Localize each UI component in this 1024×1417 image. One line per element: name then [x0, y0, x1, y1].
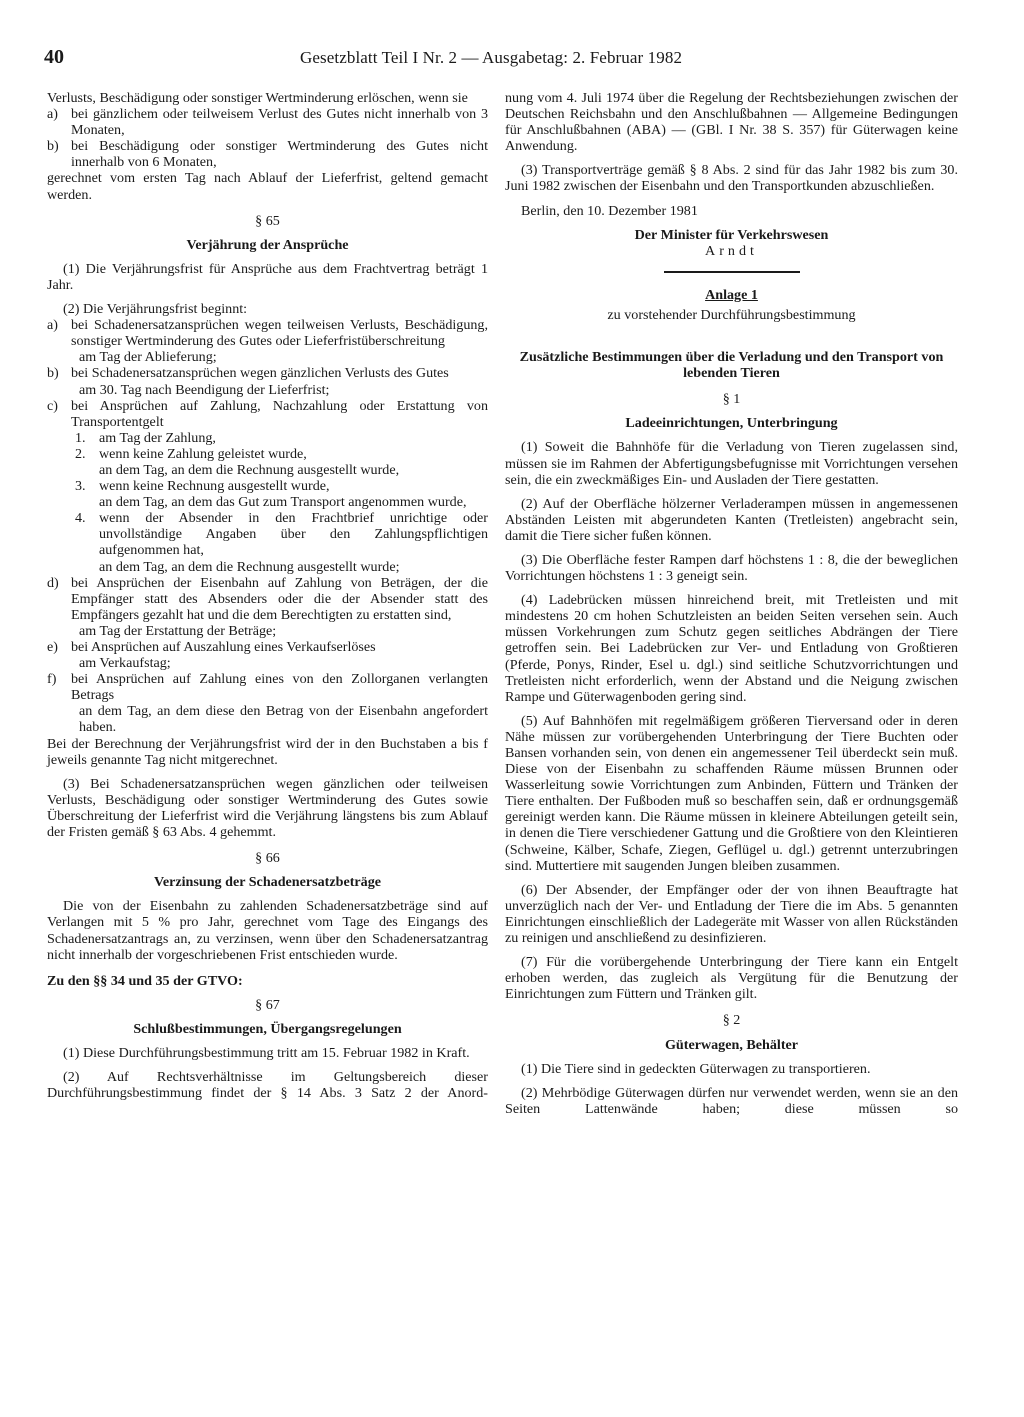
left-column: [47, 90, 488, 1101]
list-item-text: bei gänzlichem oder teilweisem Verlust des Gutes nicht innerhalb von 3 Monaten,: [71, 106, 488, 139]
list-item: e) bei Ansprüchen auf Auszahlung eines Verkaufserlöses: [47, 639, 488, 655]
sub-item-day: an dem Tag, an dem die Rechnung ausgestellt wurde,: [99, 461, 400, 478]
running-title: Gesetzblatt Teil I Nr. 2 — Ausgabetag: 2. Februar 1982: [300, 48, 683, 67]
sub-item: 2. wenn keine Zahlung geleistet wurde,: [47, 446, 488, 462]
section-title: Verjährung der Ansprüche: [186, 236, 349, 253]
section-title: Schlußbestimmungen, Übergangsregelungen: [133, 1020, 402, 1037]
list-item-text: bei Schadenersatzansprüchen wegen teilweisen Verlusts, Beschädigung, sonstiger Wertminderung des Gutes oder Lieferfristüberschreitung: [71, 317, 488, 350]
sub-item: 3. wenn keine Rechnung ausgestellt wurde,: [47, 478, 488, 494]
paragraph: (2) Mehrbödige Güterwagen dürfen nur verwendet werden, wenn sie an den Seiten Lattenwände haben; diese müssen so: [505, 1084, 958, 1117]
paragraph: (2) Die Verjährungsfrist beginnt:: [63, 301, 248, 318]
list-item-text: bei Ansprüchen auf Zahlung, Nachzahlung oder Erstattung von Transportentgelt: [71, 397, 488, 430]
list-item: c) bei Ansprüchen auf Zahlung, Nachzahlung oder Erstattung von Transportentgelt: [47, 397, 488, 430]
list-item-text: bei Ansprüchen auf Auszahlung eines Verkaufserlöses: [71, 639, 376, 655]
divider: [664, 271, 800, 273]
section-number: § 2: [722, 1012, 741, 1029]
minister-title: Der Minister für Verkehrswesen: [634, 226, 829, 243]
annex-subtitle: zu vorstehender Durchführungsbestimmung: [607, 306, 856, 323]
sub-item-text: am Tag der Zahlung,: [99, 429, 216, 446]
sub-item-text: wenn keine Zahlung geleistet wurde,: [99, 445, 307, 462]
annex-title: Anlage 1: [705, 286, 758, 303]
subheading: Zu den §§ 34 und 35 der GTVO:: [47, 972, 243, 989]
paragraph: (1) Die Verjährungsfrist für Ansprüche aus dem Frachtvertrag beträgt 1 Jahr.: [47, 260, 488, 293]
paragraph: Bei der Berechnung der Verjährungsfrist wird der in den Buchstaben a bis f jeweils genannte Tag nicht mitgerechnet.: [47, 735, 488, 768]
list-item-day: am Tag der Erstattung der Beträge;: [79, 622, 277, 639]
paragraph: Verlusts, Beschädigung oder sonstiger Wertminderung erlöschen, wenn sie: [47, 90, 468, 106]
list-item: f) bei Ansprüchen auf Zahlung eines von den Zollorganen verlangten Betrags: [47, 671, 488, 704]
paragraph: (5) Auf Bahnhöfen mit regelmäßigem größeren Tierversand oder in deren Nähe müssen zur vorübergehenden Unterbringung der Tiere Buchten oder Bansen vorhanden sein, von denen ein angemessener Teil überdeckt sein muß. Diese von der Eisenbahn zu schaffenden Räume müssen Brunnen oder Wasserleitung sowie Vorrichtungen zum Anbinden, Füttern und Tränken der Tiere enthalten. Der Fußboden muß so beschaffen sein, daß er ordnungsgemäß gereinigt werden kann. Die Räume müssen in kleinere Abteilungen geteilt sein, in denen die Tiere verschiedener Gattung und die Großtiere von den Kleintieren (Schweine, Kälber, Schafe, Ziegen, Geflügel u. dgl.) getrennt unterzubringen sind. Muttertiere mit saugenden Jungen bleiben zusammen.: [505, 712, 958, 874]
list-item: b) bei Schadenersatzansprüchen wegen gänzlichen Verlusts des Gutes: [47, 365, 488, 381]
paragraph: (3) Bei Schadenersatzansprüchen wegen gänzlichen oder teilweisen Verlusts, Beschädigung oder sonstiger Wertminderung des Gutes sowie Überschreitung der Lieferfrist wird die Verjährung längstens bis zum Ablauf der Fristen gemäß § 63 Abs. 4 gehemmt.: [47, 775, 488, 841]
sub-item-day: an dem Tag, an dem die Rechnung ausgestellt wurde;: [99, 558, 400, 575]
list-item-day: am Verkaufstag;: [79, 655, 171, 672]
paragraph: Die von der Eisenbahn zu zahlenden Schadenersatzbeträge sind auf Verlangen mit 5 % pro Jahr, gerechnet vom Tage des Eingangs des Schadenersatzantrags an, zu verzinsen, wenn über den Schadenersatzantrag nicht innerhalb der vorgeschriebenen Frist entschieden wurde.: [47, 898, 488, 963]
page-header: [44, 40, 979, 76]
sub-item-text: wenn keine Rechnung ausgestellt wurde,: [99, 478, 330, 495]
list-item-text: bei Beschädigung oder sonstiger Wertminderung des Gutes nicht innerhalb von 6 Monaten,: [71, 138, 488, 171]
sub-item: 1. am Tag der Zahlung,: [47, 430, 488, 446]
list-item-text: bei Schadenersatzansprüchen wegen gänzlichen Verlusts des Gutes: [71, 365, 449, 382]
section-title: Ladeeinrichtungen, Unterbringung: [625, 415, 838, 432]
paragraph: (3) Transportverträge gemäß § 8 Abs. 2 sind für das Jahr 1982 bis zum 30. Juni 1982 zwischen der Eisenbahn und den Transportkunden abzuschließen.: [505, 162, 958, 195]
list-item-day: am Tag der Ablieferung;: [79, 349, 217, 366]
section-number: § 67: [255, 996, 280, 1013]
sub-item-text: wenn der Absender in den Frachtbrief unrichtige oder unvollständige Angaben über den Zahlungspflichtigen aufgenommen hat,: [99, 510, 488, 559]
signatory: Arndt: [705, 242, 758, 259]
section-title: Güterwagen, Behälter: [664, 1036, 799, 1053]
paragraph: (2) Auf Rechtsverhältnisse im Geltungsbereich dieser Durchführungsbestimmung findet der § 14 Abs. 3 Satz 2 der Anord-: [47, 1069, 488, 1102]
list-item-text: bei Ansprüchen auf Zahlung eines von den Zollorganen verlangten Betrags: [71, 671, 488, 704]
section-title: Verzinsung der Schadenersatzbeträge: [153, 874, 382, 891]
list-item: a) bei gänzlichem oder teilweisem Verlust des Gutes nicht innerhalb von 3 Monaten,: [47, 106, 488, 139]
page-number: 40: [44, 46, 64, 68]
paragraph: (1) Die Tiere sind in gedeckten Güterwagen zu transportieren.: [521, 1060, 871, 1077]
paragraph: (3) Die Oberfläche fester Rampen darf höchstens 1 : 8, die der beweglichen Vorrichtungen höchstens 1 : 3 geneigt sein.: [505, 551, 958, 585]
list-item: b) bei Beschädigung oder sonstiger Wertminderung des Gutes nicht innerhalb von 6 Monaten,: [47, 138, 488, 171]
paragraph: (1) Soweit die Bahnhöfe für die Verladung von Tieren zugelassen sind, müssen sie im Rahmen der Abfertigungsbefugnisse mit Vorrichtungen versehen sein, die ein zweckmäßiges Ein- und Ausladen der Tiere gestatten.: [505, 439, 958, 488]
paragraph: (4) Ladebrücken müssen hinreichend breit, mit Tretleisten und mit mindestens 20 cm hohen Schutzleisten an beiden Seiten versehen sein. Auch müssen Vorkehrungen zum Schutz gegen seitliches Abdrängen der Tiere getroffen sein. Bei Ladebrücken zur Ver- und Entladung von Großtieren (Pferde, Ponys, Rinder, Esel u. dgl.) sind seitliche Schutzvorrichtungen und Tretleisten nicht erforderlich, wenn der Abstand und die Neigung zwischen Rampe und Güterwagenboden gering sind.: [505, 592, 958, 705]
section-number: § 66: [255, 850, 280, 867]
paragraph: gerechnet vom ersten Tag nach Ablauf der Lieferfrist, geltend gemacht werden.: [47, 170, 488, 203]
list-item-day: an dem Tag, an dem diese den Betrag von der Eisenbahn angefordert haben.: [79, 703, 488, 736]
list-item-day: am 30. Tag nach Beendigung der Lieferfrist;: [79, 381, 330, 398]
sub-item-day: an dem Tag, an dem das Gut zum Transport angenommen wurde,: [99, 494, 467, 511]
paragraph: (1) Diese Durchführungsbestimmung tritt am 15. Februar 1982 in Kraft.: [63, 1044, 470, 1061]
section-number: § 1: [722, 391, 741, 408]
list-item: d) bei Ansprüchen der Eisenbahn auf Zahlung von Beträgen, der die Empfänger statt des Absenders oder die der Absender statt des Empfängers gezahlt hat und die dem Berechtigten zu erstatten sind,: [47, 574, 488, 623]
document-title: Zusätzliche Bestimmungen über die Verladung und den Transport von lebenden Tieren: [519, 349, 944, 382]
list-item: a) bei Schadenersatzansprüchen wegen teilweisen Verlusts, Beschädigung, sonstiger Wertminderung des Gutes oder Lieferfristüberschreitung: [47, 317, 488, 350]
place-date: Berlin, den 10. Dezember 1981: [521, 202, 698, 219]
paragraph: nung vom 4. Juli 1974 über die Regelung der Rechtsbeziehungen zwischen der Deutschen Reichsbahn und den Anschlußbahnen — Allgemeine Bedingungen für Anschlußbahnen (ABA) — (GBl. I Nr. 38 S. 357) für Güterwagen keine Anwendung.: [505, 90, 958, 155]
paragraph: (2) Auf der Oberfläche hölzerner Verladerampen müssen in angemessenen Abständen Leisten mit abgerundeten Kanten (Tretleisten) angebracht sein, damit die Tiere sicher fußen können.: [505, 495, 958, 544]
paragraph: (6) Der Absender, der Empfänger oder der von ihnen Beauftragte hat unverzüglich nach der Ver- und Entladung der Tiere die im Abs. 5 genannten Einrichtungen einschließlich der Ladegeräte mit Wasser von allen Rückständen zu reinigen und anschließend zu desinfizieren.: [505, 881, 958, 947]
section-number: § 65: [255, 212, 280, 229]
right-column: [505, 90, 958, 1117]
list-item-text: bei Ansprüchen der Eisenbahn auf Zahlung von Beträgen, der die Empfänger statt des Absenders oder die der Absender statt des Empfängers gezahlt hat und die dem Berechtigten zu erstatten sind,: [71, 574, 488, 623]
sub-item: 4. wenn der Absender in den Frachtbrief unrichtige oder unvollständige Angaben über den Zahlungspflichtigen aufgenommen hat,: [75, 510, 488, 559]
paragraph: (7) Für die vorübergehende Unterbringung der Tiere kann ein Entgelt erhoben werden, das zugleich als Vergütung für die Benutzung der Einrichtungen zum Füttern und Tränken gilt.: [505, 954, 958, 1003]
